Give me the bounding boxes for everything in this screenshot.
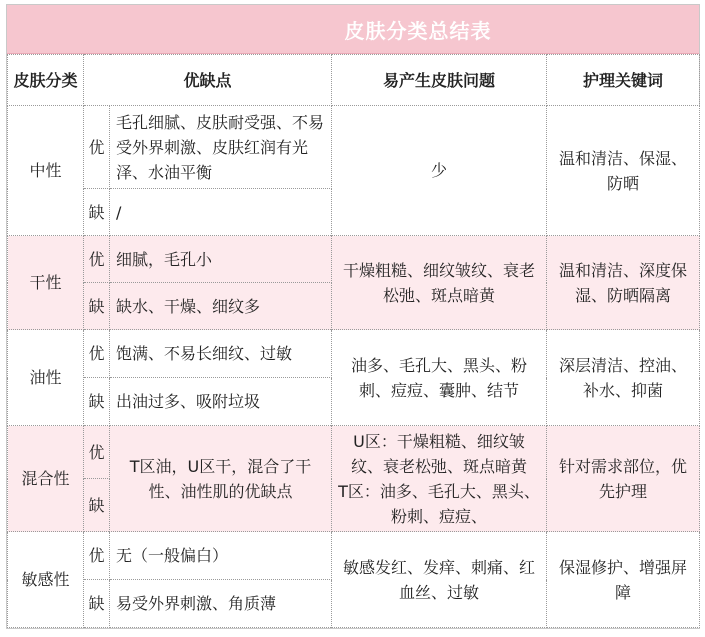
care-cell: 保湿修护、增强屏障: [547, 532, 700, 628]
header-problems: 易产生皮肤问题: [332, 55, 547, 106]
pro-tag: 优: [84, 106, 110, 189]
header-row: [8, 55, 700, 106]
con-text: 易受外界刺激、角质薄: [110, 580, 332, 628]
pro-tag: 优: [84, 426, 110, 479]
skin-type-cell: 混合性: [8, 426, 84, 532]
care-cell: 针对需求部位，优先护理: [547, 426, 700, 532]
pro-text: 细腻，毛孔小: [110, 236, 332, 283]
skin-type-table: [7, 54, 700, 628]
table-row: [8, 106, 700, 189]
care-cell: 温和清洁、深度保湿、防晒隔离: [547, 236, 700, 330]
header-pros-cons: 优缺点: [84, 55, 332, 106]
problems-cell: 油多、毛孔大、黑头、粉刺、痘痘、囊肿、结节: [332, 330, 547, 426]
skin-type-cell: 中性: [8, 106, 84, 236]
table-row: [8, 236, 700, 283]
problems-cell: [332, 426, 547, 532]
table-title: 皮肤分类总结表: [344, 18, 492, 43]
con-tag: 缺: [84, 189, 110, 236]
combined-text: T区油，U区干，混合了干性、油性肌的优缺点: [110, 426, 332, 532]
care-cell: 深层清洁、控油、补水、抑菌: [547, 330, 700, 426]
problems-cell: 干燥粗糙、细纹皱纹、衰老松弛、斑点暗黄: [332, 236, 547, 330]
care-cell: 温和清洁、保湿、防晒: [547, 106, 700, 236]
problems-t-zone: T区：油多、毛孔大、黑头、粉刺、痘痘、: [338, 481, 540, 526]
pro-text: 饱满、不易长细纹、过敏: [110, 330, 332, 378]
pro-tag: 优: [84, 532, 110, 580]
con-tag: 缺: [84, 283, 110, 330]
con-text: 缺水、干燥、细纹多: [110, 283, 332, 330]
pro-text: 毛孔细腻、皮肤耐受强、不易受外界刺激、皮肤红润有光泽、水油平衡: [110, 106, 332, 189]
pro-text: 无（一般偏白）: [110, 532, 332, 580]
problems-cell: 少: [332, 106, 547, 236]
con-tag: 缺: [84, 378, 110, 426]
con-tag: 缺: [84, 479, 110, 532]
con-text: 出油过多、吸附垃圾: [110, 378, 332, 426]
skin-type-table-container: [6, 4, 700, 629]
skin-type-cell: 敏感性: [8, 532, 84, 628]
con-text: /: [110, 189, 332, 236]
header-type: 皮肤分类: [8, 55, 84, 106]
table-row: [8, 426, 700, 479]
skin-type-cell: 油性: [8, 330, 84, 426]
con-tag: 缺: [84, 580, 110, 628]
header-care: 护理关键词: [547, 55, 700, 106]
skin-type-cell: 干性: [8, 236, 84, 330]
table-row: [8, 330, 700, 378]
table-row: [8, 532, 700, 580]
problems-cell: 敏感发红、发痒、刺痛、红血丝、过敏: [332, 532, 547, 628]
pro-tag: 优: [84, 236, 110, 283]
pro-tag: 优: [84, 330, 110, 378]
table-title-bar: [7, 5, 699, 54]
problems-u-zone: U区：干燥粗糙、细纹皱纹、衰老松弛、斑点暗黄: [351, 431, 528, 476]
